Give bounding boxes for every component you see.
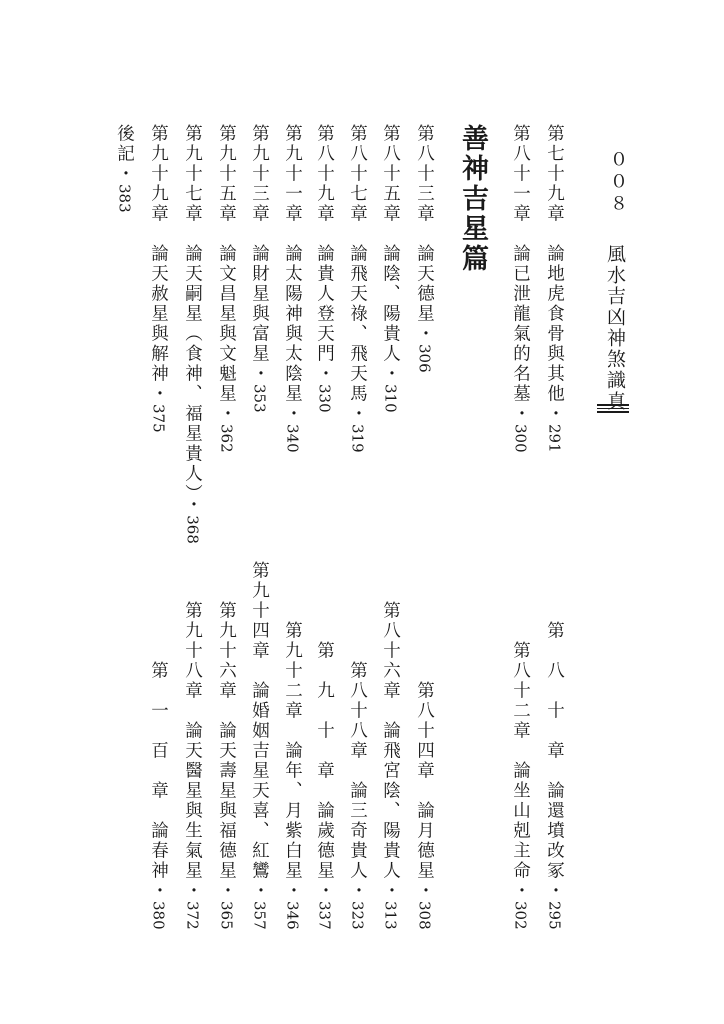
toc-entry-ch80[interactable] (545, 621, 563, 930)
toc-entry-ch95[interactable] (217, 124, 235, 453)
toc-entry-text: 第九十二章 論年、月紫白星・ (282, 621, 303, 902)
toc-entry-page: 368 (183, 515, 202, 544)
toc-entry-text: 第八十四章 論月德星・ (414, 681, 435, 902)
toc-entry-page: 340 (283, 424, 302, 453)
toc-entry-ch85[interactable] (381, 124, 399, 413)
toc-entry-ch88[interactable] (348, 661, 366, 930)
toc-entry-text: 第八十五章 論陰、陽貴人・ (380, 124, 401, 384)
toc-entry-ch81[interactable] (511, 124, 529, 453)
toc-entry-page: 295 (545, 901, 564, 930)
toc-entry-page: 319 (348, 424, 367, 453)
toc-entry-ch96[interactable] (217, 601, 235, 930)
toc-entry-ch87[interactable] (348, 124, 366, 453)
toc-entry-ch98[interactable] (183, 601, 201, 930)
toc-entry-text: 第九十四章 論婚姻吉星天喜、紅鸞・ (249, 561, 270, 902)
toc-entry-page: 291 (545, 424, 564, 453)
toc-entry-text: 第九十三章 論財星與富星・ (249, 124, 270, 384)
toc-entry-ch79[interactable] (545, 124, 563, 453)
toc-entry-ch99[interactable] (149, 124, 167, 433)
toc-entry-page: 310 (381, 384, 400, 413)
toc-entry-page: 302 (511, 901, 530, 930)
toc-entry-text: 第九十七章 論天嗣星（食神、福星貴人）・ (182, 124, 203, 516)
toc-entry-text: 第九十一章 論太陽神與太陰星・ (282, 124, 303, 424)
toc-entry-ch82[interactable] (511, 641, 529, 930)
toc-entry-page: 306 (415, 344, 434, 373)
toc-entry-page: 362 (217, 424, 236, 453)
toc-entry-page: 383 (115, 184, 134, 213)
toc-entry-text: 後記・ (114, 124, 135, 184)
toc-entry-text: 第 八 十 章 論還墳改冢・ (544, 621, 565, 902)
toc-entry-ch91[interactable] (283, 124, 301, 453)
book-title: 風水吉凶神煞識真 (604, 244, 626, 412)
toc-entry-page: 308 (415, 901, 434, 930)
toc-entry-text: 第 九 十 章 論歲德星・ (314, 641, 335, 902)
toc-entry-ch84[interactable] (415, 681, 433, 930)
toc-entry-page: 375 (149, 404, 168, 433)
toc-entry-text: 第八十六章 論飛宮陰、陽貴人・ (380, 601, 401, 902)
toc-entry-page: 346 (283, 901, 302, 930)
toc-entry-text: 第八十七章 論飛天祿、飛天馬・ (347, 124, 368, 424)
toc-entry-page: 300 (511, 424, 530, 453)
toc-entry-ch83[interactable] (415, 124, 433, 373)
toc-entry-ch92[interactable] (283, 621, 301, 930)
toc-entry-text: 第九十八章 論天醫星與生氣星・ (182, 601, 203, 902)
toc-entry-text: 第九十五章 論文昌星與文魁星・ (216, 124, 237, 424)
page-number: ００８ (607, 150, 628, 216)
toc-entry-text: 第 一 百 章 論春神・ (148, 661, 169, 902)
toc-entry-page: 372 (183, 901, 202, 930)
toc-entry-text: 第七十九章 論地虎食骨與其他・ (544, 124, 565, 424)
toc-entry-page: 353 (250, 384, 269, 413)
toc-entry-afterword[interactable] (115, 124, 133, 213)
toc-entry-text: 第九十九章 論天赦星與解神・ (148, 124, 169, 404)
toc-entry-ch90[interactable] (315, 641, 333, 930)
toc-entry-text: 第八十一章 論已泄龍氣的名墓・ (510, 124, 531, 424)
toc-entry-ch97[interactable] (183, 124, 201, 544)
toc-entry-text: 第九十六章 論天壽星與福德星・ (216, 601, 237, 902)
toc-entry-text: 第八十九章 論貴人登天門・ (314, 124, 335, 384)
toc-entry-page: 330 (315, 384, 334, 413)
toc-entry-page: 337 (315, 901, 334, 930)
section-heading: 善神吉星篇 (457, 124, 488, 274)
toc-entry-ch89[interactable] (315, 124, 333, 413)
toc-entry-text: 第八十二章 論坐山剋主命・ (510, 641, 531, 902)
toc-entry-text: 第八十八章 論三奇貴人・ (347, 661, 368, 902)
toc-entry-ch94[interactable] (250, 561, 268, 930)
title-rule (597, 404, 629, 413)
toc-entry-ch93[interactable] (250, 124, 268, 413)
toc-entry-page: 313 (381, 901, 400, 930)
toc-entry-page: 365 (217, 901, 236, 930)
toc-entry-page: 357 (250, 901, 269, 930)
toc-entry-text: 第八十三章 論天德星・ (414, 124, 435, 344)
toc-entry-page: 323 (348, 901, 367, 930)
toc-entry-ch100[interactable] (149, 661, 167, 930)
toc-entry-ch86[interactable] (381, 601, 399, 930)
toc-entry-page: 380 (149, 901, 168, 930)
